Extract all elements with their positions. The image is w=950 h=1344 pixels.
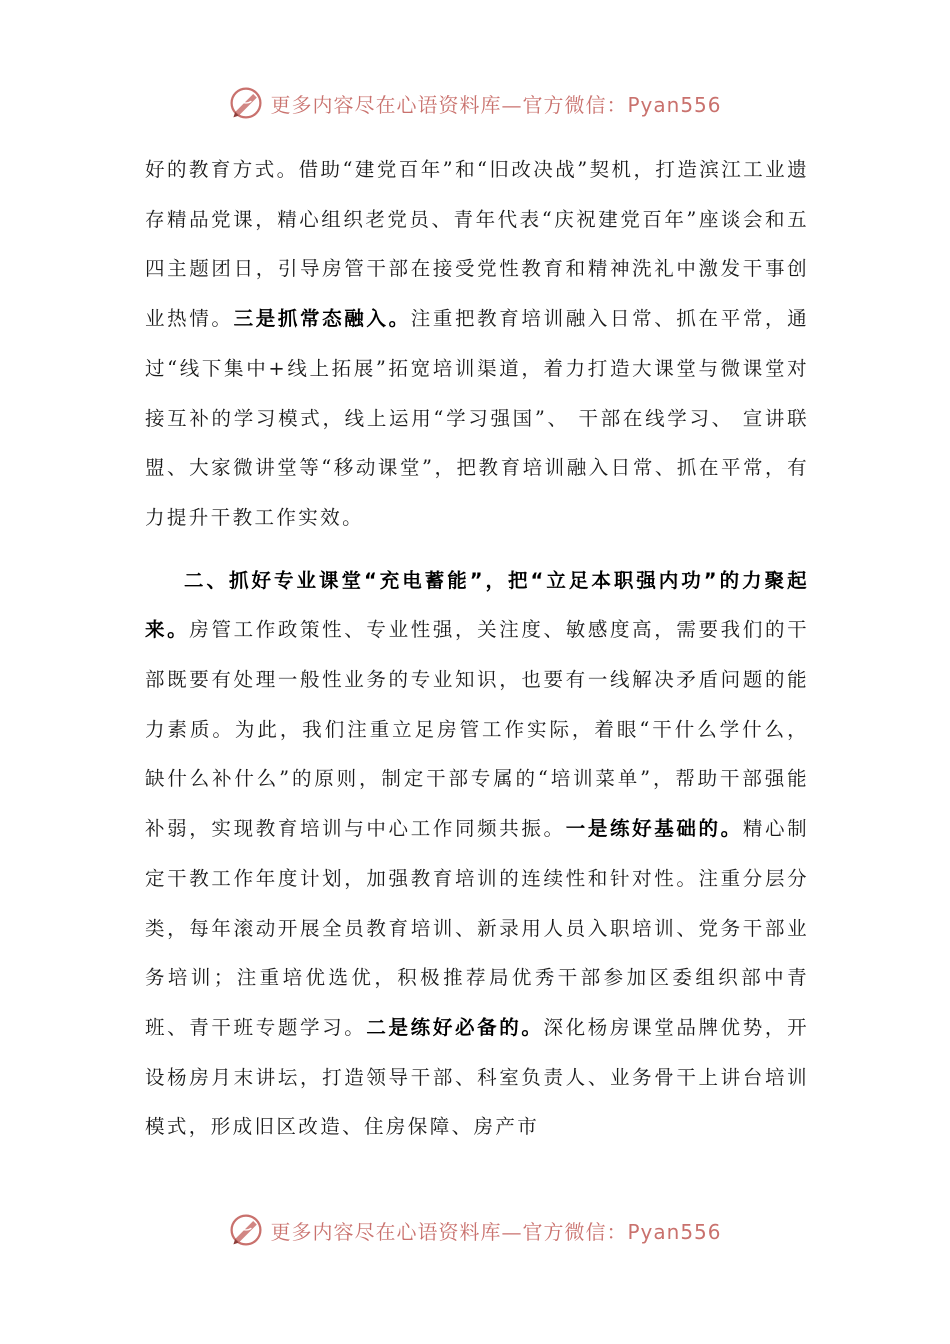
paragraph-1 <box>145 145 809 543</box>
section-heading: 二、抓好专业课堂“充电蓄能”，把“立足本职强内功”的力聚起来。 <box>145 568 809 642</box>
footer-banner <box>0 1205 950 1255</box>
banner-label: 更多内容尽在心语资料库—官方微信： <box>270 1219 628 1244</box>
paragraph-text: 好的教育方式。借助“建党百年”和“旧改决战”契机，打造滨江工业遗存精品党课，精心组织老党员、青年代表“庆祝建党百年”座谈会和五四主题团日，引导房管干部在接受党性教育和精神洗礼中激发干事创业热情。 <box>145 158 809 331</box>
paragraph-text: 深化杨房课堂品牌优势，开设杨房月末讲坛，打造领导干部、科室负责人、业务骨干上讲台培训模式，形成旧区改造、住房保障、房产市 <box>145 1015 809 1139</box>
banner-text <box>270 89 721 118</box>
pen-logo-icon <box>228 85 264 121</box>
paragraph-text: 精心制定干教工作年度计划，加强教育培训的连续性和针对性。注重分层分类，每年滚动开展全员教育培训、新录用人员入职培训、党务干部业务培训；注重培优选优，积极推荐局优秀干部参加区委组织部中青班、青干班专题学习。 <box>145 817 810 1039</box>
bold-heading: 二是练好必备的。 <box>366 1015 544 1039</box>
bold-heading: 三是抓常态融入。 <box>233 307 411 331</box>
wechat-id: Pyan556 <box>627 1219 722 1244</box>
paragraph-text: 注重把教育培训融入日常、抓在平常，通过“线下集中+线上拓展”拓宽培训渠道，着力打造大课堂与微课堂对接互补的学习模式，线上运用“学习强国”、 干部在线学习、 宣讲联盟、大家微讲堂等“移动课堂”，把教育培训融入日常、抓在平常，有力提升干教工作实效。 <box>145 307 810 529</box>
bold-heading: 一是练好基础的。 <box>565 817 743 841</box>
document-body <box>145 145 809 1152</box>
pen-logo-icon <box>228 1212 264 1248</box>
paragraph-2 <box>145 556 809 1152</box>
header-banner <box>0 78 950 128</box>
banner-label: 更多内容尽在心语资料库—官方微信： <box>270 92 628 117</box>
wechat-id: Pyan556 <box>627 92 722 117</box>
paragraph-text: 房管工作政策性、专业性强，关注度、敏感度高，需要我们的干部既要有处理一般性业务的专业知识，也要有一线解决矛盾问题的能力素质。为此，我们注重立足房管工作实际，着眼“干什么学什么，缺什么补什么”的原则，制定干部专属的“培训菜单”，帮助干部强能补弱，实现教育培训与中心工作同频共振。 <box>145 618 809 841</box>
banner-text <box>270 1216 721 1245</box>
